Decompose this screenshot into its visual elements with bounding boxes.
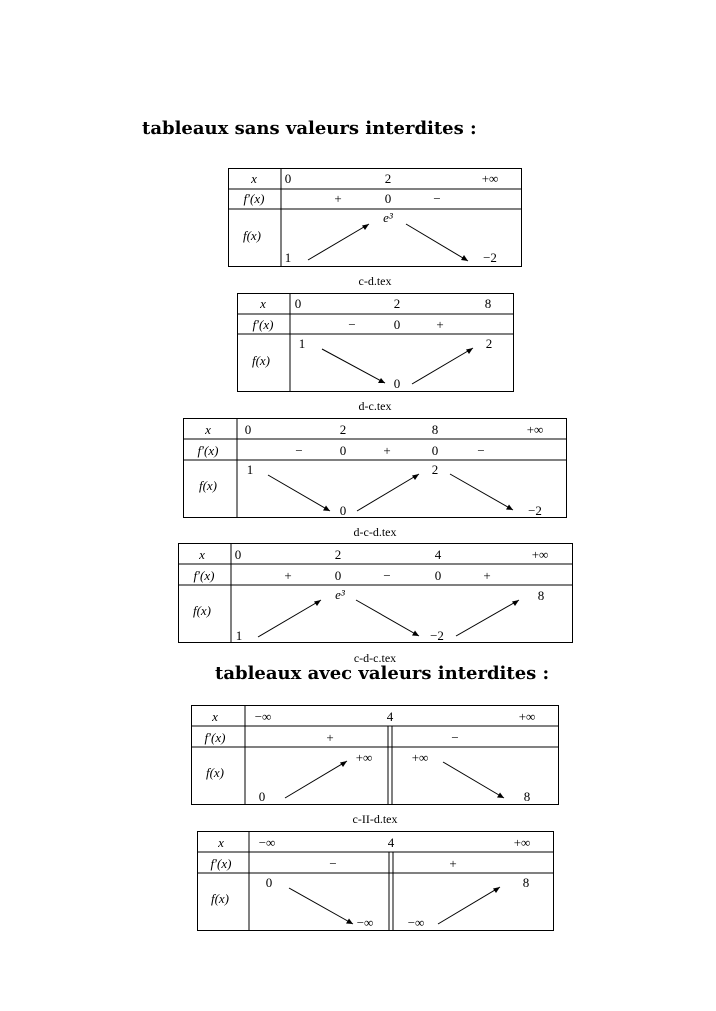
x-value: +∞: [518, 709, 536, 724]
variation-value: 8: [523, 789, 531, 804]
caption: c-d-c.tex: [353, 651, 397, 665]
variation-value: 1: [284, 250, 292, 265]
x-value: +∞: [513, 835, 531, 850]
arrow-up: [308, 224, 369, 260]
variation-value: 8: [522, 875, 530, 890]
variation-value: 0: [265, 875, 273, 890]
sign: +: [284, 568, 292, 583]
x-value: 0: [284, 171, 292, 186]
row-label-x: x: [260, 296, 266, 311]
heading-sans-valeurs-interdites: tableaux sans valeurs interdites :: [142, 118, 477, 139]
row-label-fprime: f′(x): [243, 191, 265, 206]
arrow-up: [285, 761, 347, 798]
arrow-down: [322, 349, 385, 383]
row-label-fprime: f′(x): [193, 568, 215, 583]
sign: +: [383, 443, 391, 458]
row-label-x: x: [205, 422, 211, 437]
table-svg: [183, 418, 568, 519]
x-value: 8: [431, 422, 439, 437]
sign-zero: 0: [431, 443, 439, 458]
variation-value: 2: [431, 462, 439, 477]
sign: +: [326, 730, 334, 745]
caption: d-c.tex: [358, 399, 392, 413]
variation-value: 0: [393, 376, 401, 391]
sign-zero: 0: [334, 568, 342, 583]
x-value: +∞: [481, 171, 499, 186]
sign: +: [483, 568, 491, 583]
caption: c-II-d.tex: [352, 812, 398, 826]
x-value: 2: [334, 547, 342, 562]
table-svg: [191, 705, 561, 806]
variation-value: 1: [246, 462, 254, 477]
arrow-up: [456, 600, 519, 636]
variation-value: −2: [528, 503, 542, 518]
variation-table-d-II-c: [197, 831, 555, 932]
x-value: 8: [484, 296, 492, 311]
x-value: 4: [387, 835, 395, 850]
variation-value: 0: [258, 789, 266, 804]
row-label-fprime: f′(x): [204, 730, 226, 745]
row-label-fprime: f′(x): [252, 317, 274, 332]
row-label-f: f(x): [205, 765, 225, 780]
x-value: +∞: [531, 547, 549, 562]
arrow-up: [438, 887, 500, 924]
variation-value: −∞: [356, 915, 374, 930]
x-value: −∞: [254, 709, 272, 724]
variation-value: 1: [298, 336, 306, 351]
table-svg: [197, 831, 555, 932]
row-label-x: x: [218, 835, 224, 850]
row-label-f: f(x): [198, 478, 218, 493]
table-svg: [237, 293, 515, 393]
x-value: 2: [339, 422, 347, 437]
arrow-up: [258, 600, 321, 637]
sign: −: [433, 191, 441, 206]
table-svg: [228, 168, 523, 268]
x-value: 0: [234, 547, 242, 562]
variation-value: +∞: [355, 750, 373, 765]
sign: −: [329, 856, 337, 871]
variation-value: −∞: [407, 915, 425, 930]
x-value: 4: [386, 709, 394, 724]
variation-table-c-II-d: [191, 705, 561, 806]
variation-value: −2: [430, 628, 444, 643]
x-value: 4: [434, 547, 442, 562]
variation-value: 8: [537, 588, 545, 603]
row-label-x: x: [251, 171, 257, 186]
sign-zero: 0: [384, 191, 392, 206]
arrow-down: [443, 762, 504, 798]
x-value: 0: [294, 296, 302, 311]
row-label-f: f(x): [210, 891, 230, 906]
arrow-down: [406, 224, 468, 261]
variation-value: e³: [383, 210, 393, 225]
variation-table-c-d: [228, 168, 523, 268]
x-value: 2: [384, 171, 392, 186]
x-value: +∞: [526, 422, 544, 437]
heading-avec-valeurs-interdites: tableaux avec valeurs interdites :: [215, 663, 550, 684]
arrow-up: [357, 474, 419, 511]
sign: −: [451, 730, 459, 745]
variation-value: +∞: [411, 750, 429, 765]
sign: −: [295, 443, 303, 458]
arrow-down: [356, 600, 419, 636]
caption: c-d.tex: [358, 274, 392, 288]
sign: −: [477, 443, 485, 458]
sign: +: [449, 856, 457, 871]
row-label-f: f(x): [242, 228, 262, 243]
sign: +: [436, 317, 444, 332]
row-label-f: f(x): [251, 353, 271, 368]
variation-value: 1: [235, 628, 243, 643]
sign: −: [348, 317, 356, 332]
sign-zero: 0: [393, 317, 401, 332]
row-label-x: x: [199, 547, 205, 562]
variation-value: −2: [483, 250, 497, 265]
sign: −: [383, 568, 391, 583]
variation-table-c-d-c: [178, 543, 574, 644]
variation-value: 2: [485, 336, 493, 351]
x-value: 2: [393, 296, 401, 311]
arrow-down: [289, 888, 353, 924]
row-label-x: x: [212, 709, 218, 724]
sign: +: [334, 191, 342, 206]
arrow-up: [412, 348, 473, 384]
row-label-fprime: f′(x): [210, 856, 232, 871]
sign-zero: 0: [339, 443, 347, 458]
arrow-down: [268, 475, 330, 511]
row-label-f: f(x): [192, 603, 212, 618]
arrow-down: [450, 474, 513, 510]
table-svg: [178, 543, 574, 644]
caption: d-c-d.tex: [353, 525, 397, 539]
variation-value: e³: [335, 587, 345, 602]
sign-zero: 0: [434, 568, 442, 583]
variation-value: 0: [339, 503, 347, 518]
x-value: −∞: [258, 835, 276, 850]
variation-table-d-c-d: [183, 418, 568, 519]
row-label-fprime: f′(x): [197, 443, 219, 458]
x-value: 0: [244, 422, 252, 437]
variation-table-d-c: [237, 293, 515, 393]
